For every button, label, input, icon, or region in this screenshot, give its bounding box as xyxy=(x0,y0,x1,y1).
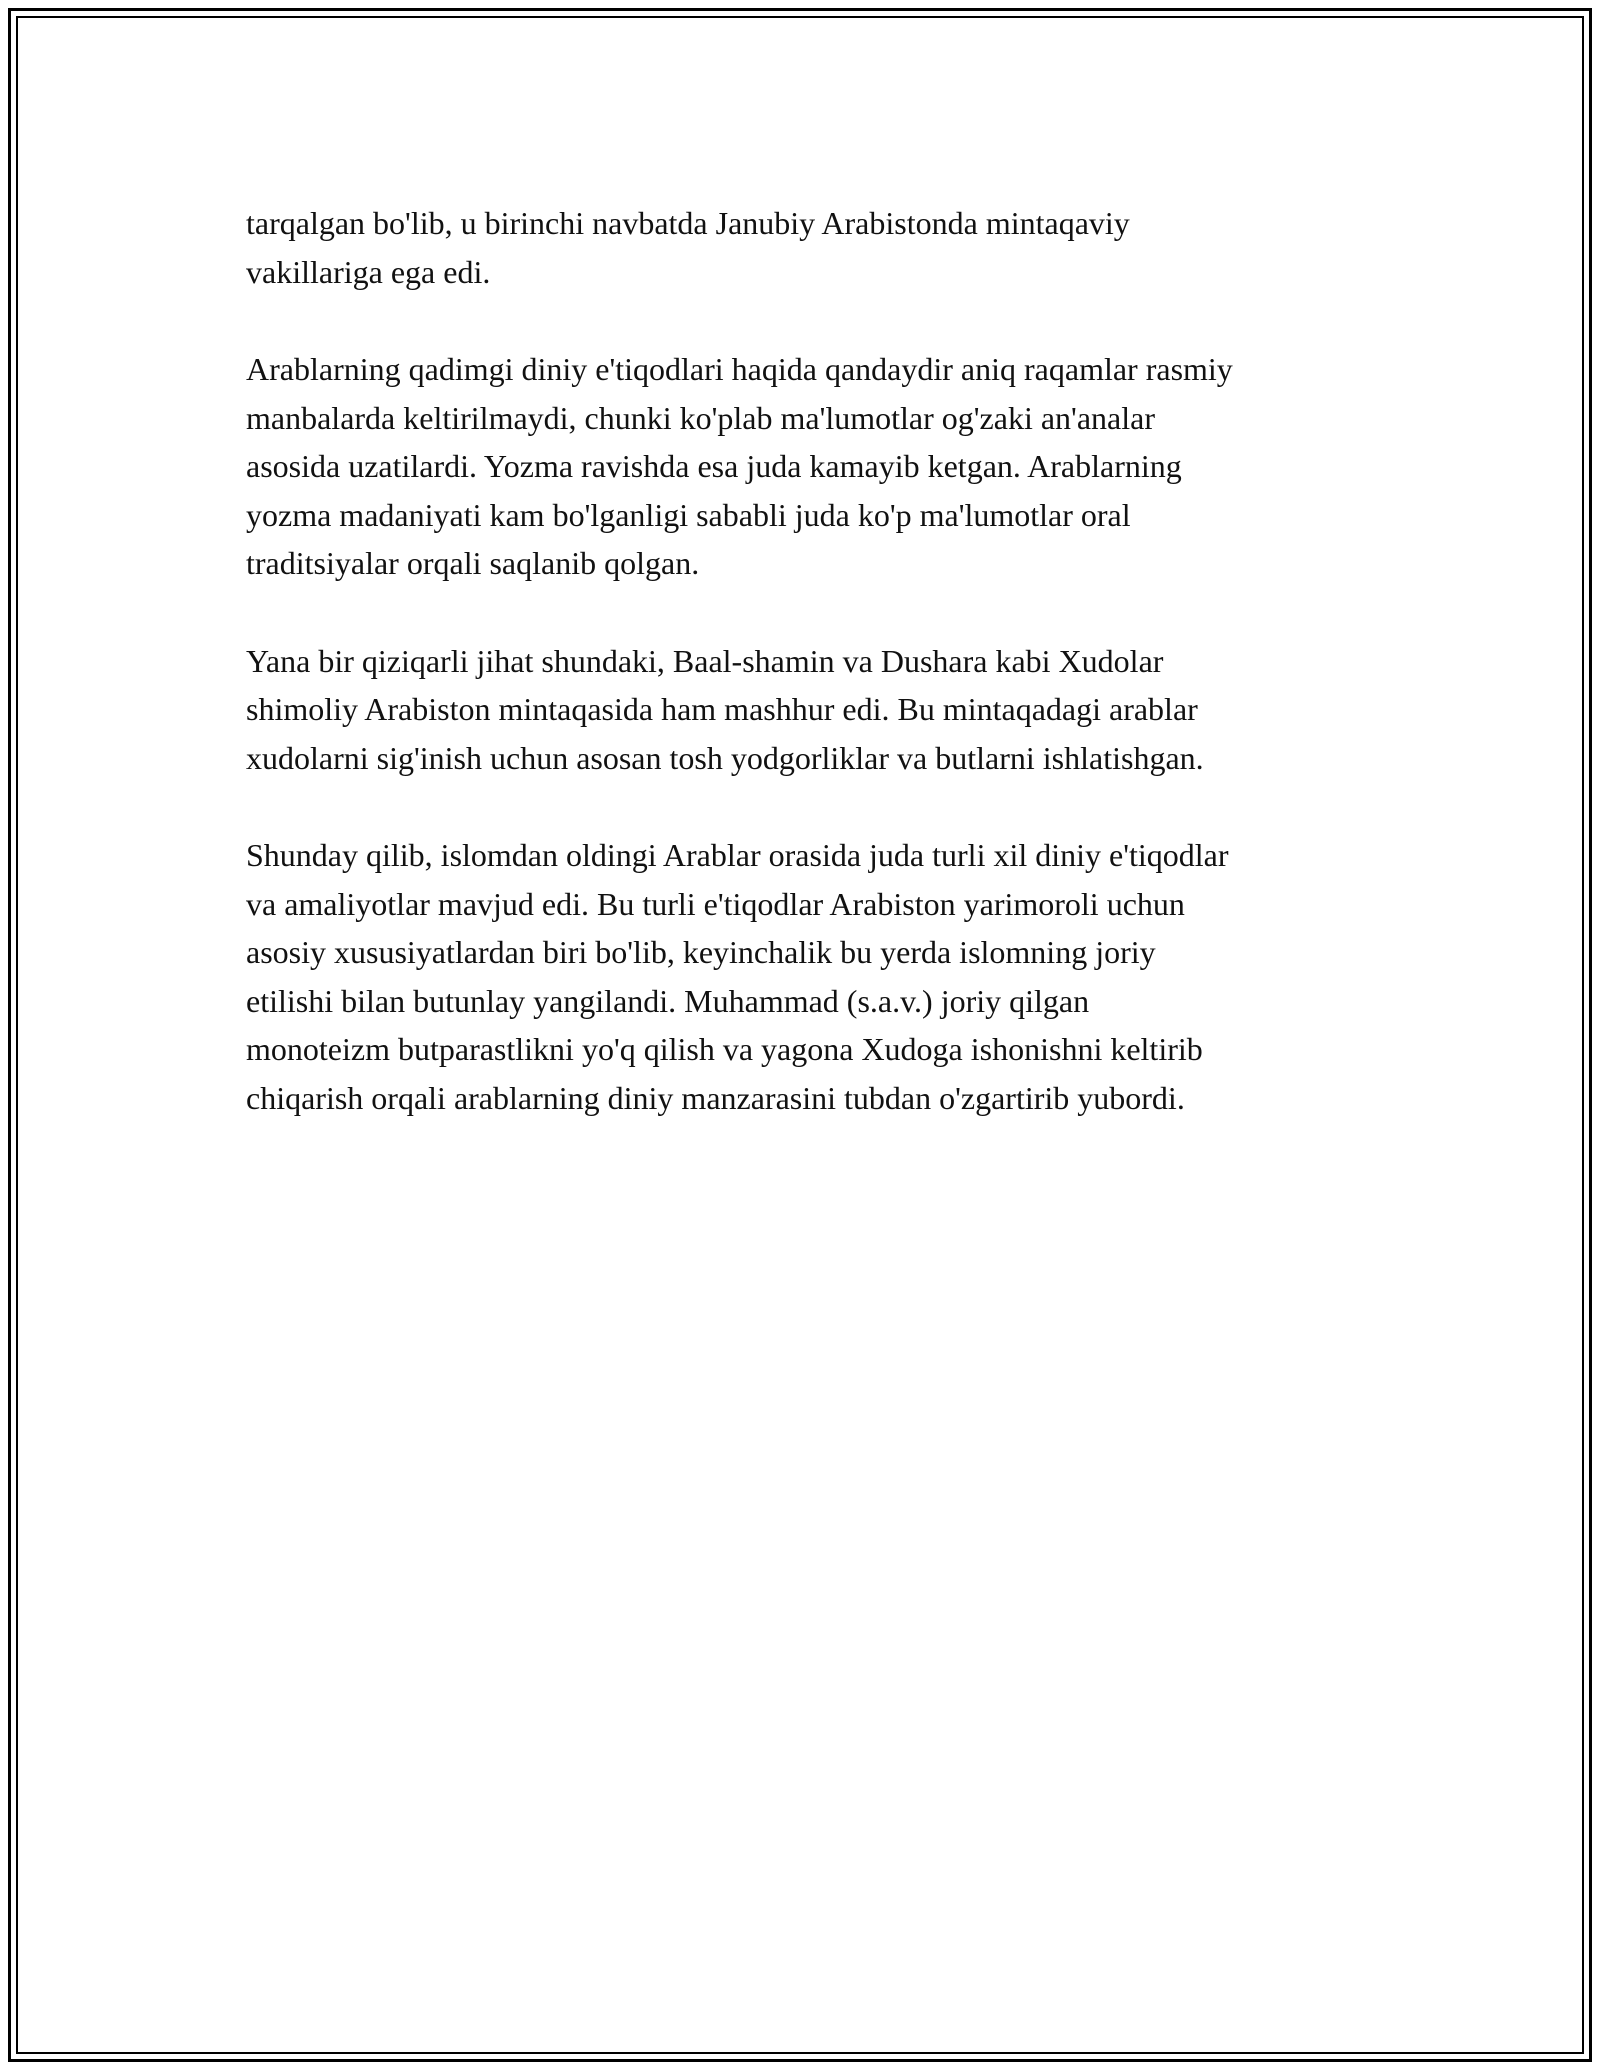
text-line: chiqarish orqali arablarning diniy manzarasini tubdan o'zgartirib yubordi. xyxy=(246,1079,1185,1116)
text-line: Arablarning qadimgi diniy e'tiqodlari haqida qandaydir aniq raqamlar rasmiy xyxy=(246,351,1233,387)
text-line: manbalarda keltirilmaydi, chunki ko'plab ma'lumotlar og'zaki an'analar xyxy=(246,399,1155,436)
text-line: shimoliy Arabiston mintaqasida ham mashhur edi. Bu mintaqadagi arablar xyxy=(246,691,1198,727)
text-line: asosida uzatilardi. Yozma ravishda esa juda kamayib ketgan. Arablarning xyxy=(246,448,1182,484)
text-line: etilishi bilan butunlay yangilandi. Muhammad (s.a.v.) joriy qilgan xyxy=(246,982,1090,1019)
text-line: xudolarni sig'inish uchun asosan tosh yodgorliklar va butlarni ishlatishgan. xyxy=(246,739,1204,776)
paragraph-3 xyxy=(246,637,1406,783)
text-line: vakillariga ega edi. xyxy=(246,253,491,290)
page-border xyxy=(8,8,1592,2062)
text-line: yozma madaniyati kam bo'lganligi sababli juda ko'p ma'lumotlar oral xyxy=(246,496,1131,533)
text-line: traditsiyalar orqali saqlanib qolgan. xyxy=(246,545,700,581)
text-line: asosiy xususiyatlardan biri bo'lib, keyinchalik bu yerda islomning joriy xyxy=(246,934,1156,970)
text-line: Yana bir qiziqarli jihat shundaki, Baal-shamin va Dushara kabi Xudolar xyxy=(246,642,1164,679)
paragraph-1 xyxy=(246,199,1406,296)
text-line: tarqalgan bo'lib, u birinchi navbatda Janubiy Arabistonda mintaqaviy xyxy=(246,205,1130,241)
document-body xyxy=(246,199,1406,1171)
text-line: va amaliyotlar mavjud edi. Bu turli e'tiqodlar Arabiston yarimoroli uchun xyxy=(246,885,1185,922)
text-line: Shunday qilib, islomdan oldingi Arablar orasida juda turli xil diniy e'tiqodlar xyxy=(246,837,1229,873)
text-line: monoteizm butparastlikni yo'q qilish va yagona Xudoga ishonishni keltirib xyxy=(246,1031,1203,1067)
paragraph-2 xyxy=(246,345,1406,588)
paragraph-4 xyxy=(246,831,1406,1122)
